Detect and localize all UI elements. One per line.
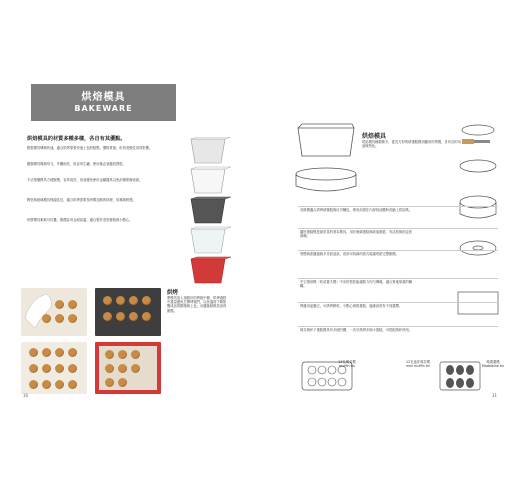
tart-ring-icon <box>462 125 494 135</box>
caption-mini-muffin-tin <box>400 360 436 368</box>
entry-round: 圓形蛋糕模是最常見的基本模具，用於海綿蛋糕與戚風蛋糕，有活底與固定底兩種。 <box>300 230 413 239</box>
divider <box>298 278 498 279</box>
divider <box>298 302 498 303</box>
cookie <box>103 296 112 305</box>
paragraph-ceramic: 陶瓷與玻璃模具保溫性佳，適合烘烤需要長時間加熱的料理，但導熱較慢。 <box>27 198 136 202</box>
bundt-pan-icon <box>460 241 496 255</box>
entry-bundt: 中空環形模（咕咕霍夫模）中央的管柱能讓熱力均勻傳導，適合質地厚重的麵糊。 <box>300 280 413 289</box>
cookie <box>68 300 77 309</box>
paragraph-silicone: 矽膠模具柔軟可折疊，脫模容易且耐高溫，適合製作造型蛋糕與小點心。 <box>27 218 133 222</box>
caption-muffin-tin-en: muffin tin <box>339 364 355 368</box>
cookie <box>42 364 51 373</box>
entry-muffin: 瑪芬與杯子蛋糕模具有多個凹槽，一次可烘烤多個小蛋糕，可搭配紙杯使用。 <box>300 328 413 332</box>
caption-muffin-tin-zh: 12孔瑪芬模 <box>338 360 356 364</box>
tools-column-illustration <box>456 122 500 332</box>
cookie <box>68 364 77 373</box>
divider <box>298 250 498 251</box>
cookie <box>131 364 140 373</box>
cookie <box>68 348 77 357</box>
cookie <box>129 312 138 321</box>
madeleine-tin-icon <box>440 362 480 390</box>
cookie <box>68 314 77 323</box>
sample-glass <box>191 227 231 253</box>
cookie <box>105 350 114 359</box>
cookie <box>42 314 51 323</box>
right-title: 烘焙模具 <box>362 133 387 140</box>
hand-illustration <box>21 288 87 336</box>
material-samples-illustration <box>185 137 235 297</box>
banner-title: 烘焙模具 <box>81 92 126 103</box>
cookie <box>118 378 127 387</box>
cookie <box>29 380 38 389</box>
pie-plate-icon <box>460 160 496 172</box>
cookie <box>116 312 125 321</box>
cookie <box>131 350 140 359</box>
caption-madeleine-tin-en: Madeleine tin <box>481 364 505 368</box>
right-page <box>260 74 511 404</box>
divider <box>298 228 498 229</box>
springform-pan-icon <box>460 196 496 218</box>
baking-sheet-icon <box>458 292 498 314</box>
cookie <box>105 364 114 373</box>
sample-silicone <box>191 257 231 283</box>
cookie <box>42 380 51 389</box>
title-banner <box>31 84 176 121</box>
cookie <box>55 314 64 323</box>
left-page <box>9 74 260 404</box>
caption-mini-muffin-tin-en: mini muffin tin <box>405 364 431 368</box>
page-number-left: 30 <box>23 393 29 398</box>
cookie <box>29 348 38 357</box>
sample-aluminum <box>191 137 231 163</box>
sample-nonstick <box>191 197 231 223</box>
cookie <box>129 296 138 305</box>
right-intro: 烘焙模具種類繁多，從長方形的磅蛋糕模到圓形的塔模，各有各的用途與特色。 <box>362 140 461 149</box>
tray-photo-dark <box>95 288 161 336</box>
cookie <box>29 364 38 373</box>
divider <box>298 326 498 327</box>
loaf-pan-illustration <box>296 122 356 164</box>
paragraph-aluminum: 鋁製模具傳熱快速，適合烘烤需要快速上色的糕點，價格實惠，但易受酸性食材影響。 <box>27 146 153 150</box>
caption-madeleine-tin <box>478 360 508 368</box>
caption-madeleine-tin-zh: 瑪德蓮模 <box>486 360 500 364</box>
page-number-right: 31 <box>491 393 497 398</box>
cookie <box>55 348 64 357</box>
cookie <box>142 312 151 321</box>
entry-sheet: 烤盤用途廣泛，可烘烤餅乾、小點心與捲蛋糕，邊緣高度有不同選擇。 <box>300 304 403 308</box>
cookie <box>55 380 64 389</box>
banner-subtitle: BAKEWARE <box>74 104 133 113</box>
caption-muffin-tin <box>332 360 362 368</box>
tray-photo-greasing <box>21 288 87 336</box>
cookie <box>42 348 51 357</box>
cookie <box>55 364 64 373</box>
entry-tart: 塔模與派盤邊緣多呈波浪狀，底部可拆卸的款式能讓塔派完整脫模。 <box>300 252 399 256</box>
divider <box>298 206 498 207</box>
cookie <box>118 350 127 359</box>
cake-pan-illustration <box>294 166 358 196</box>
section-baking-title: 烘烤 <box>167 290 179 296</box>
caption-mini-muffin-tin-zh: 12孔迷你瑪芬模 <box>406 360 430 364</box>
cookie <box>68 380 77 389</box>
left-subheading: 烘焙模具的材質多種多樣，各自有其優點。 <box>27 136 126 142</box>
tray-photo-silicone <box>95 342 161 394</box>
book-spread <box>9 74 511 404</box>
cookie <box>55 300 64 309</box>
section-baking-text: 將模具放入預熱好的烤箱中層，烘烤過程中盡量避免打開烤箱門，以免溫度下降影響成品的膨脹與上色。出爐後稍微放涼再脫模。 <box>167 296 227 313</box>
cookie <box>105 378 114 387</box>
cookie <box>116 296 125 305</box>
tray-photo-light <box>21 342 87 394</box>
sample-tin <box>191 167 231 193</box>
entry-loaf: 長條模適合烘烤磅蛋糕與吐司麵包，使用前需在內部抹油撒粉或鋪上烘焙紙。 <box>300 208 413 212</box>
paragraph-nonstick: 不沾塗層模具方便脫模，容易清洗，但須避免使用金屬器具以免刮傷塗層表面。 <box>27 178 143 182</box>
cookie <box>118 364 127 373</box>
cookie <box>142 296 151 305</box>
brush-icon <box>462 139 490 144</box>
cookie <box>103 312 112 321</box>
paragraph-tin: 鍍錫模具導熱均勻，外觀明亮，但容易生鏽，使用後必須徹底擦乾。 <box>27 162 126 166</box>
